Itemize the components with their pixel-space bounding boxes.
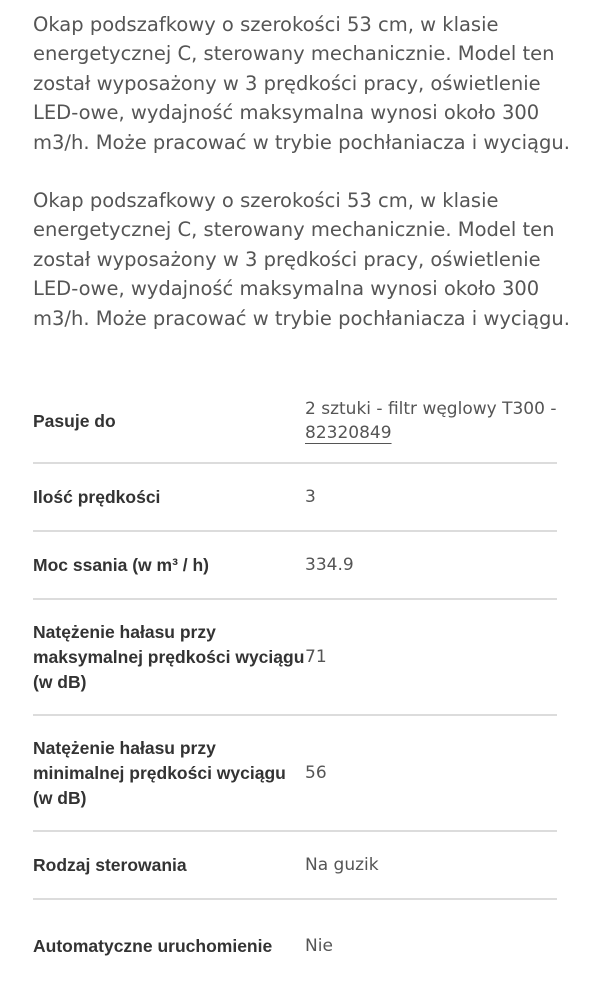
spec-row-noise-max — [33, 600, 557, 716]
spec-value-noise-max: 71 — [305, 646, 327, 667]
spec-row-control — [33, 832, 557, 900]
spec-label-control: Rodzaj sterowania — [33, 854, 187, 875]
spec-row-suction — [33, 532, 557, 600]
spec-label-speeds: Ilość prędkości — [33, 486, 161, 507]
spec-label-noise-max: Natężenie hałasu przy maksymalnej prędkości wyciągu (w dB) — [33, 621, 305, 692]
spec-value-noise-min: 56 — [305, 762, 327, 783]
spec-label-noise-min: Natężenie hałasu przy minimalnej prędkości wyciągu (w dB) — [33, 737, 286, 808]
spec-row-noise-min — [33, 716, 557, 832]
spec-row-auto-start — [33, 900, 557, 992]
spec-row-speeds — [33, 464, 557, 532]
spec-value-speeds: 3 — [305, 486, 316, 507]
spec-label-suction: Moc ssania (w m³ / h) — [33, 554, 209, 575]
filter-product-link[interactable]: 82320849 — [305, 423, 392, 443]
spec-label-auto-start: Automatyczne uruchomienie — [33, 935, 273, 956]
specifications-table — [33, 380, 557, 992]
spec-value-fits — [305, 397, 557, 446]
spec-value-fits-text: 2 sztuki - filtr węglowy T300 - — [305, 398, 557, 419]
spec-value-suction: 334.9 — [305, 554, 354, 575]
product-description-paragraph-2: Okap podszafkowy o szerokości 53 cm, w klasie energetycznej C, sterowany mechanicznie. Model ten został wyposażony w 3 prędkości pracy, oświetlenie LED-owe, wydajność maksymalna wynosi około 300 m3/h. Może pracować w trybie pochłaniacza i wyciągu. — [33, 189, 570, 330]
spec-value-control: Na guzik — [305, 854, 379, 875]
spec-value-auto-start: Nie — [305, 935, 333, 956]
spec-label-fits: Pasuje do — [33, 410, 116, 431]
product-description-paragraph-1: Okap podszafkowy o szerokości 53 cm, w klasie energetycznej C, sterowany mechanicznie. Model ten został wyposażony w 3 prędkości pracy, oświetlenie LED-owe, wydajność maksymalna wynosi około 300 m3/h. Może pracować w trybie pochłaniacza i wyciągu. — [33, 13, 570, 154]
spec-row-fits — [33, 380, 557, 464]
